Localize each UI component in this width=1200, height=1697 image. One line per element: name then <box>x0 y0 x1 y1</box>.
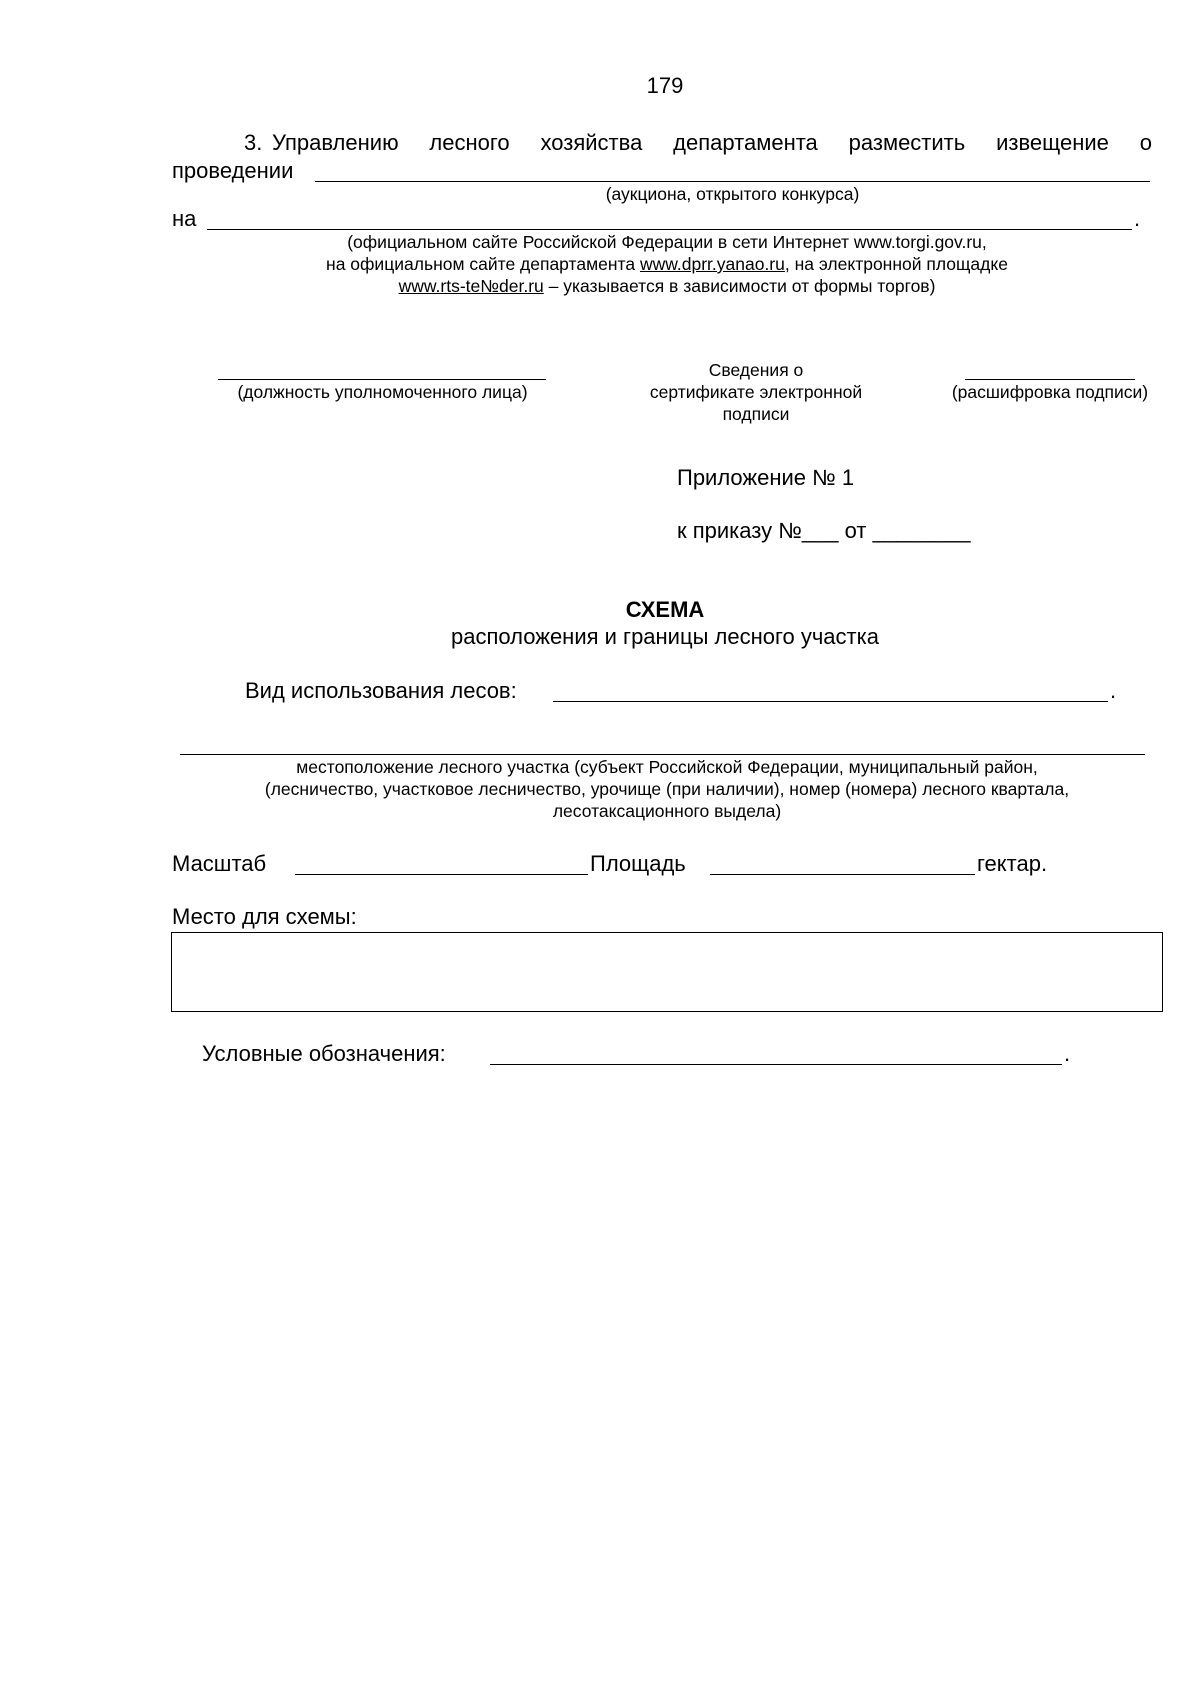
location-caption-line2: (лесничество, участковое лесничество, урочище (при наличии), номер (номера) лесного квартала, <box>264 779 1070 799</box>
cert-info-line1: Сведения о <box>708 360 804 380</box>
location-caption-line1: местоположение лесного участка (субъект Российской Федерации, муниципальный район, <box>296 757 1038 777</box>
dprr-link[interactable]: www.dprr.yanao.ru <box>639 254 785 274</box>
scheme-drawing-box <box>171 932 1163 1012</box>
legend-end: . <box>1064 1041 1071 1066</box>
forest-use-label: Вид использования лесов: <box>245 678 517 703</box>
decryption-caption: (расшифровка подписи) <box>951 382 1149 402</box>
appendix-title: Приложение № 1 <box>677 465 855 490</box>
forest-use-end: . <box>1110 678 1117 703</box>
site-caption-line2-post: , на электронной площадке <box>784 254 1008 274</box>
cert-info-line2: сертификате электронной <box>649 382 863 402</box>
position-signature-line <box>218 379 546 380</box>
location-line <box>180 754 1145 755</box>
area-unit: гектар. <box>977 851 1048 876</box>
scale-line <box>295 874 588 875</box>
scheme-place-label: Место для схемы: <box>172 904 357 929</box>
item3-line3-end: . <box>1134 206 1141 231</box>
site-caption-line3 <box>172 276 1162 297</box>
appendix-order: к приказу №___ от ________ <box>677 518 971 543</box>
item3-line1: Управлению лесного хозяйства департамента разместить извещение о <box>272 130 1152 155</box>
location-caption-line3: лесотаксационного выдела) <box>552 801 782 821</box>
item3-number: 3. <box>244 130 263 155</box>
legend-label: Условные обозначения: <box>202 1041 446 1066</box>
page-number: 179 <box>646 73 684 98</box>
site-caption-line1: (официальном сайте Российской Федерации в сети Интернет www.torgi.gov.ru, <box>347 232 987 252</box>
auction-type-caption: (аукциона, открытого конкурса) <box>605 184 860 204</box>
item3-line2-lead: проведении <box>172 158 294 183</box>
site-caption-line3-post: – указывается в зависимости от формы торгов) <box>543 276 936 296</box>
scheme-title: СХЕМА <box>625 597 705 622</box>
cert-info-line3: подписи <box>722 404 790 424</box>
site-caption-line2 <box>172 254 1162 275</box>
site-caption-line2-pre: на официальном сайте департамента <box>326 254 640 274</box>
forest-use-line <box>553 701 1108 702</box>
area-line <box>710 874 975 875</box>
publication-site-line <box>207 229 1132 230</box>
item3-line3-lead: на <box>172 206 197 231</box>
scale-label: Масштаб <box>172 851 267 876</box>
auction-type-line <box>315 181 1150 182</box>
rts-tender-link[interactable]: www.rts-te№der.ru <box>398 276 544 296</box>
scheme-subtitle: расположения и границы лесного участка <box>451 624 879 649</box>
area-label: Площадь <box>590 851 686 876</box>
decryption-signature-line <box>965 379 1135 380</box>
position-caption: (должность уполномоченного лица) <box>237 382 528 402</box>
legend-line <box>490 1064 1062 1065</box>
